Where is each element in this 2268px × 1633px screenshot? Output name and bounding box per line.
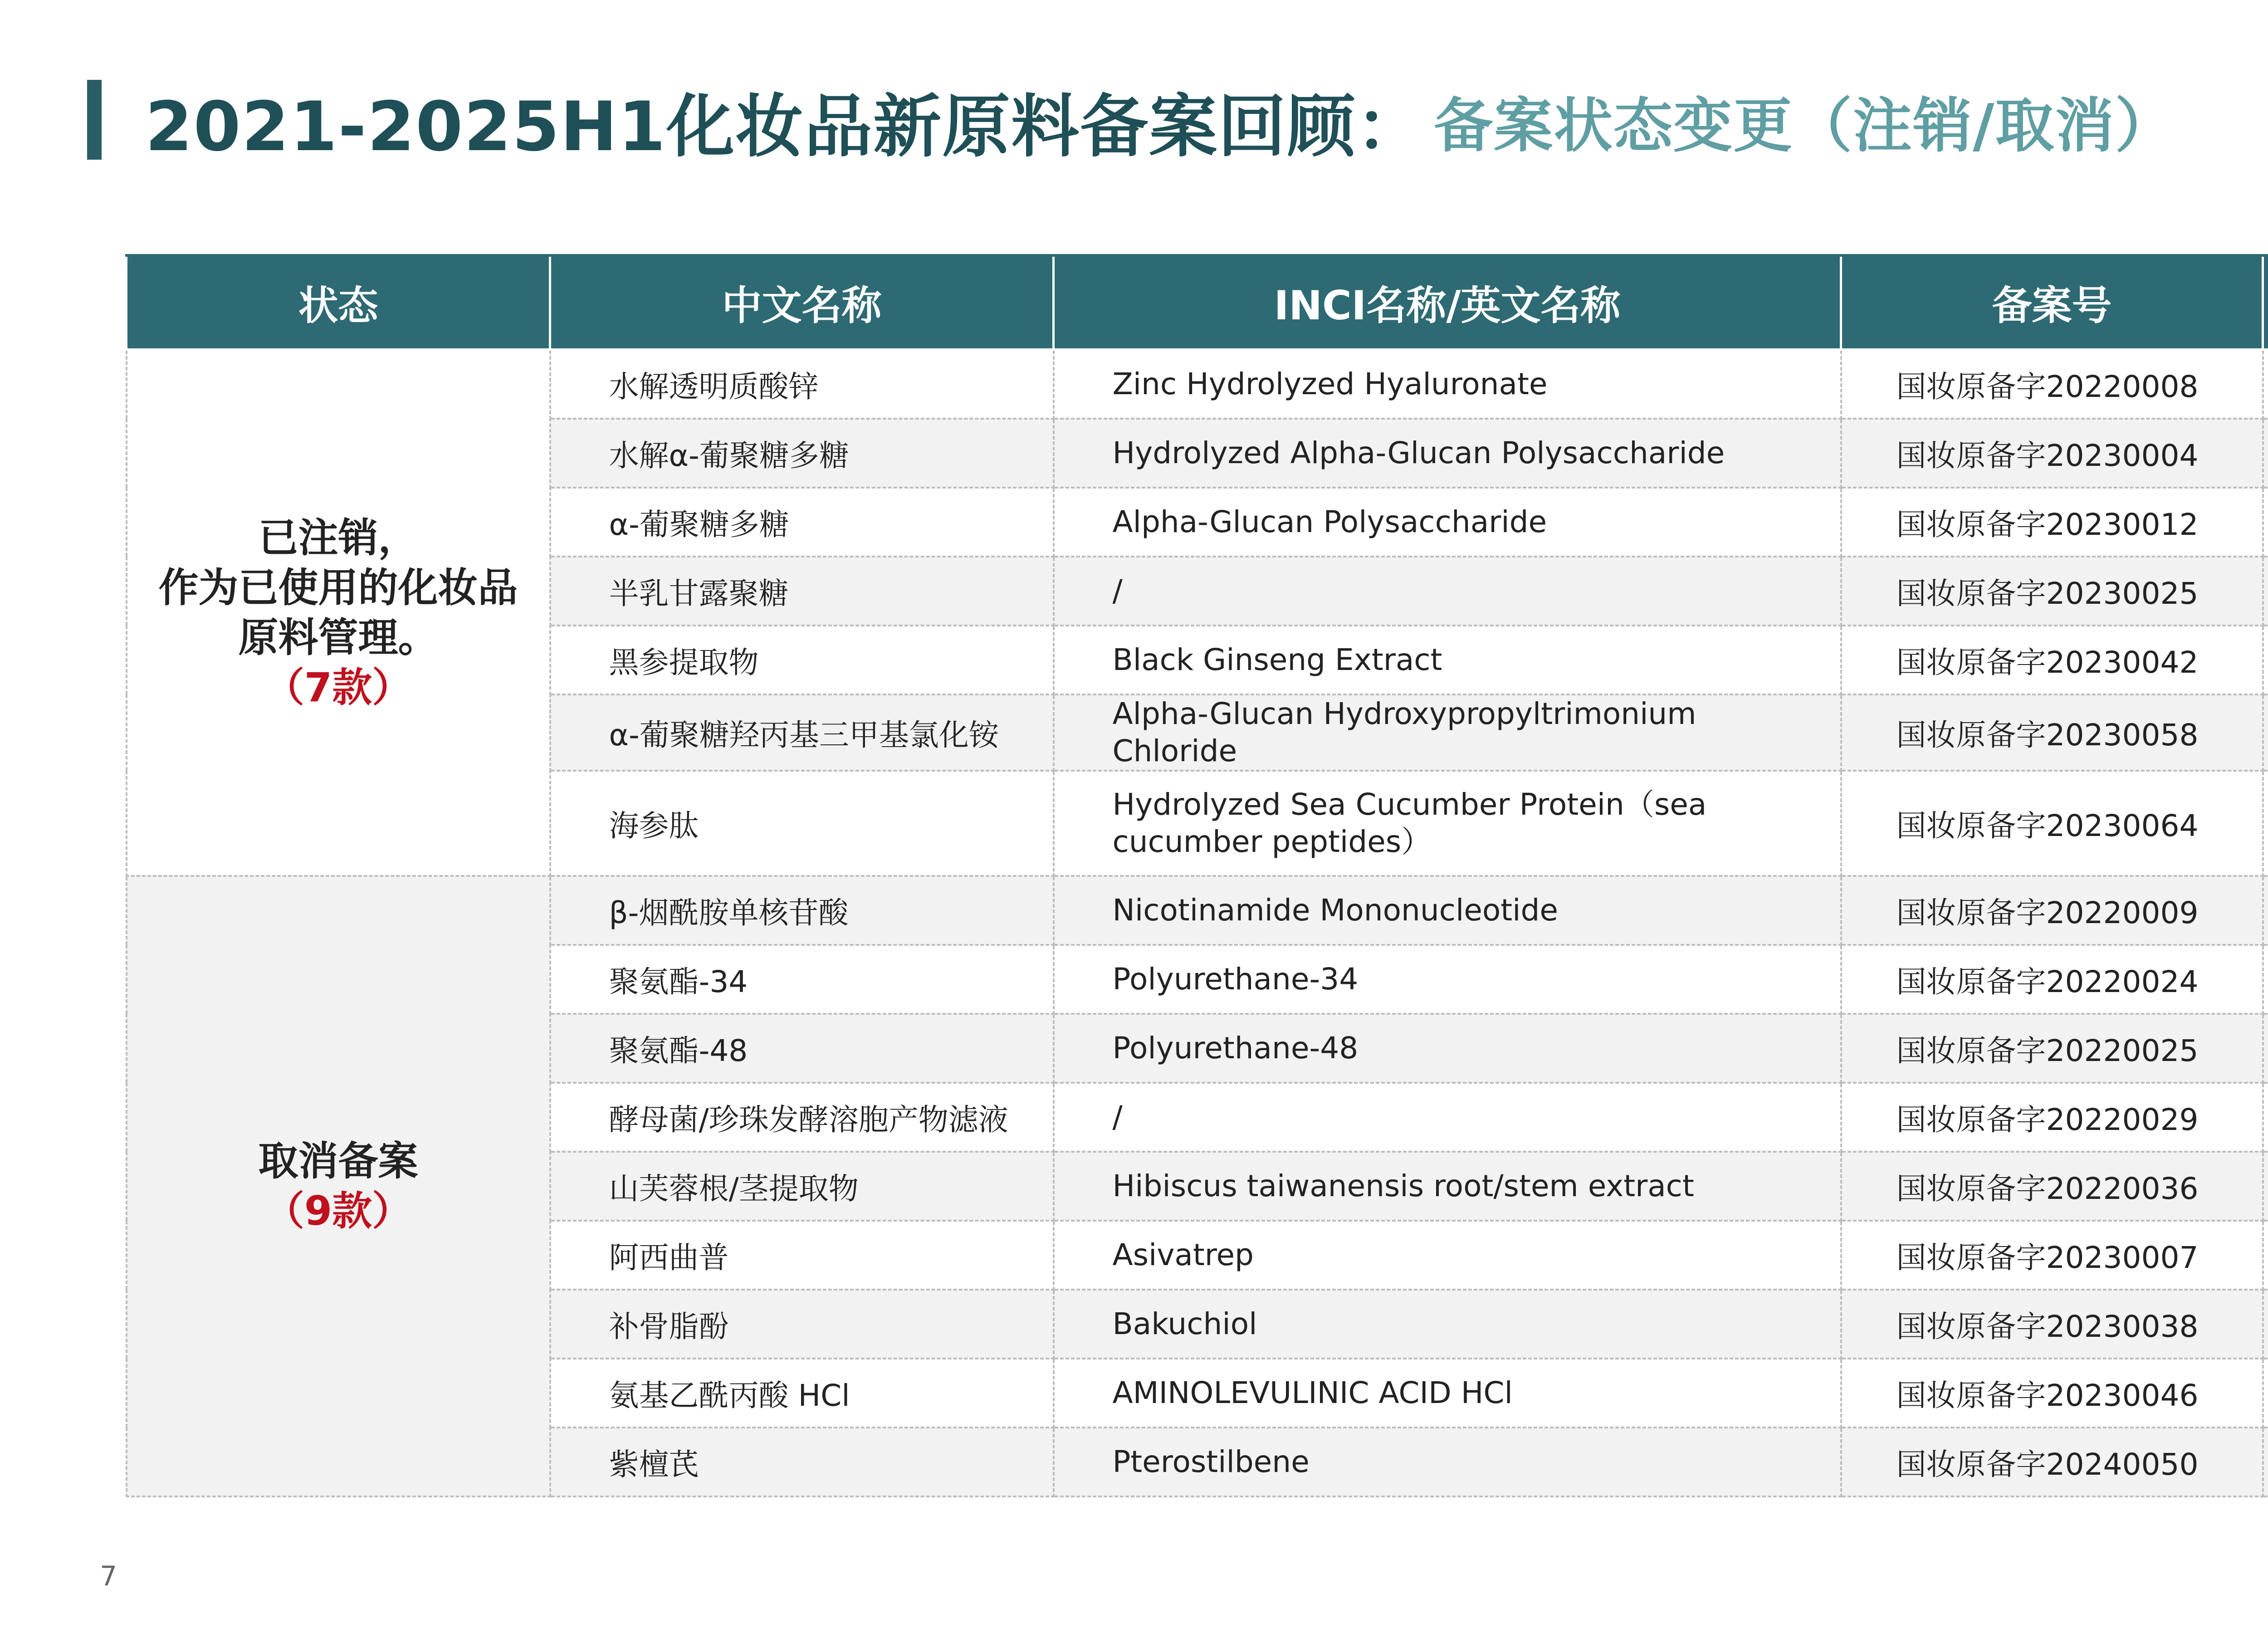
cell-cn-name: 聚氨酯-48 [550,1014,1054,1083]
cell-country [2263,1083,2268,1152]
cell-inci-name: Zinc Hydrolyzed Hyaluronate [1054,350,1841,419]
cell-cn-name: 紫檀芪 [550,1428,1054,1496]
cell-inci-name: / [1054,1083,1841,1152]
cell-cn-name: 阿西曲普 [550,1221,1054,1290]
cell-filing-no: 国妆原备字20230046 [1841,1359,2263,1428]
cell-inci-name: Polyurethane-34 [1054,945,1841,1014]
cell-filing-no: 国妆原备字20230042 [1841,626,2263,694]
cell-country [2263,488,2268,557]
cell-filing-no: 国妆原备字20230012 [1841,488,2263,557]
cell-country [2263,1359,2268,1428]
cell-cn-name: 水解透明质酸锌 [550,350,1054,419]
header-filing-no: 备案号 [1841,255,2263,350]
cell-filing-no: 国妆原备字20220009 [1841,876,2263,945]
table-row [127,876,2268,945]
cell-country [2263,1014,2268,1083]
cell-country [2263,771,2268,876]
title-main: 2021-2025H1化妆品新原料备案回顾： [145,88,1425,166]
cell-filing-no: 国妆原备字20220008 [1841,350,2263,419]
cell-filing-no: 国妆原备字20230004 [1841,419,2263,488]
header-inci-name: INCI名称/英文名称 [1054,255,1841,350]
cell-inci-name: Alpha-Glucan Hydroxypropyltrimonium Chloride [1054,694,1841,771]
cell-inci-name: Alpha-Glucan Polysaccharide [1054,488,1841,557]
cell-inci-name: Pterostilbene [1054,1428,1841,1496]
cell-filing-no: 国妆原备字20240050 [1841,1428,2263,1496]
status-text: 已注销， [258,514,418,561]
cell-inci-name: AMINOLEVULINIC ACID HCl [1054,1359,1841,1428]
status-text: 作为已使用的化妆品 [158,564,518,611]
cell-cn-name: 海参肽 [550,771,1054,876]
cell-filing-no: 国妆原备字20220029 [1841,1083,2263,1152]
status-group-cell [127,876,550,1496]
cell-country [2263,1152,2268,1221]
cell-cn-name: 氨基乙酰丙酸 HCl [550,1359,1054,1428]
status-text: 取消备案 [258,1137,418,1184]
cell-country [2263,876,2268,945]
cell-inci-name: Polyurethane-48 [1054,1014,1841,1083]
cell-cn-name: 聚氨酯-34 [550,945,1054,1014]
title-accent-bar [87,80,102,160]
cell-cn-name: 黑参提取物 [550,626,1054,694]
filing-status-table [125,254,2268,1497]
table-header-row [127,255,2268,350]
status-count: （7款） [264,664,412,711]
cell-country [2263,1290,2268,1359]
status-text: 原料管理。 [238,614,438,661]
cell-cn-name: 半乳甘露聚糖 [550,557,1054,626]
cell-cn-name: α-葡聚糖羟丙基三甲基氯化铵 [550,694,1054,771]
cell-filing-no: 国妆原备字20230064 [1841,771,2263,876]
cell-country [2263,626,2268,694]
status-group-cell [127,350,550,876]
cell-inci-name: Nicotinamide Mononucleotide [1054,876,1841,945]
cell-cn-name: β-烟酰胺单核苷酸 [550,876,1054,945]
cell-country [2263,557,2268,626]
cell-filing-no: 国妆原备字20220036 [1841,1152,2263,1221]
cell-cn-name: 酵母菌/珍珠发酵溶胞产物滤液 [550,1083,1054,1152]
cell-inci-name: Hydrolyzed Sea Cucumber Protein（sea cucumber peptides） [1054,771,1841,876]
cell-filing-no: 国妆原备字20230058 [1841,694,2263,771]
cell-inci-name: Asivatrep [1054,1221,1841,1290]
status-count: （9款） [264,1187,412,1234]
cell-inci-name: Black Ginseng Extract [1054,626,1841,694]
cell-country [2263,350,2268,419]
cell-filing-no: 国妆原备字20230025 [1841,557,2263,626]
cell-inci-name: Hibiscus taiwanensis root/stem extract [1054,1152,1841,1221]
cell-cn-name: 补骨脂酚 [550,1290,1054,1359]
header-cn-name: 中文名称 [550,255,1054,350]
cell-filing-no: 国妆原备字20220025 [1841,1014,2263,1083]
cell-filing-no: 国妆原备字20230007 [1841,1221,2263,1290]
cell-country [2263,1221,2268,1290]
cell-inci-name: Bakuchiol [1054,1290,1841,1359]
header-status: 状态 [127,255,550,350]
cell-inci-name: / [1054,557,1841,626]
cell-cn-name: α-葡聚糖多糖 [550,488,1054,557]
title-subtitle: 备案状态变更（注销/取消） [1434,91,2175,160]
table-row [127,350,2268,419]
cell-inci-name: Hydrolyzed Alpha-Glucan Polysaccharide [1054,419,1841,488]
cell-filing-no: 国妆原备字20220024 [1841,945,2263,1014]
cell-cn-name: 水解α-葡聚糖多糖 [550,419,1054,488]
page-number: 7 [100,1560,117,1592]
cell-country [2263,694,2268,771]
cell-cn-name: 山芙蓉根/茎提取物 [550,1152,1054,1221]
page-title [145,71,2175,171]
cell-country [2263,1428,2268,1496]
cell-filing-no: 国妆原备字20230038 [1841,1290,2263,1359]
header-country [2263,255,2268,350]
cell-country [2263,419,2268,488]
cell-country [2263,945,2268,1014]
